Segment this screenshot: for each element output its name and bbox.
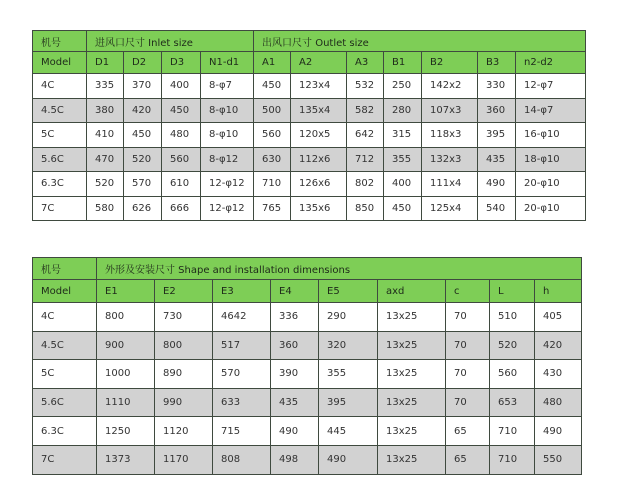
model-cell: 4C <box>33 74 87 99</box>
table-cell: 132x3 <box>422 147 478 172</box>
table-cell: 990 <box>155 388 213 417</box>
table-row <box>33 123 586 148</box>
model-cell: 4.5C <box>33 98 87 123</box>
table-cell: 802 <box>347 172 384 197</box>
table-cell: 490 <box>535 417 582 446</box>
model-cell: 4C <box>33 303 97 332</box>
table-cell: 580 <box>87 196 124 221</box>
model-cell: 5C <box>33 360 97 389</box>
table-cell: 410 <box>87 123 124 148</box>
table-cell: 550 <box>535 445 582 474</box>
table-row <box>33 417 582 446</box>
table-row <box>33 331 582 360</box>
table-cell: 582 <box>347 98 384 123</box>
table-cell: 120x5 <box>291 123 347 148</box>
table-cell: 450 <box>124 123 162 148</box>
table-cell: 1000 <box>97 360 155 389</box>
table-cell: 4642 <box>213 303 271 332</box>
table-cell: 70 <box>446 303 490 332</box>
table-cell: 710 <box>490 445 535 474</box>
table-cell: 490 <box>271 417 319 446</box>
table-cell: 540 <box>478 196 516 221</box>
model-cell: 5.6C <box>33 388 97 417</box>
table-cell: 123x4 <box>291 74 347 99</box>
table-cell: 126x6 <box>291 172 347 197</box>
table-cell: 445 <box>319 417 378 446</box>
table-cell: 70 <box>446 388 490 417</box>
table-cell: 430 <box>535 360 582 389</box>
model-cell: 7C <box>33 445 97 474</box>
table-cell: 360 <box>478 98 516 123</box>
table-cell: 560 <box>162 147 201 172</box>
shape-installation-table <box>32 257 582 475</box>
table-cell: 8-φ10 <box>201 98 254 123</box>
table-cell: 390 <box>271 360 319 389</box>
table-cell: 336 <box>271 303 319 332</box>
table-cell: 666 <box>162 196 201 221</box>
table-cell: 653 <box>490 388 535 417</box>
table-cell: 800 <box>155 331 213 360</box>
table-cell: 355 <box>319 360 378 389</box>
table-cell: 900 <box>97 331 155 360</box>
table-cell: 420 <box>535 331 582 360</box>
table-cell: 570 <box>213 360 271 389</box>
table-cell: 500 <box>254 98 291 123</box>
model-cell: 4.5C <box>33 331 97 360</box>
table-row <box>33 303 582 332</box>
table-row <box>33 74 586 99</box>
column-header: A1 <box>254 52 291 74</box>
table-cell: 360 <box>271 331 319 360</box>
table-cell: 8-φ10 <box>201 123 254 148</box>
column-header: D2 <box>124 52 162 74</box>
table-row <box>33 196 586 221</box>
table-cell: 850 <box>347 196 384 221</box>
table-cell: 107x3 <box>422 98 478 123</box>
table-cell: 610 <box>162 172 201 197</box>
table-cell: 70 <box>446 331 490 360</box>
table-cell: 435 <box>271 388 319 417</box>
column-header: B2 <box>422 52 478 74</box>
table-cell: 280 <box>384 98 422 123</box>
table-cell: 12-φ12 <box>201 196 254 221</box>
table-cell: 400 <box>162 74 201 99</box>
table-cell: 517 <box>213 331 271 360</box>
table-cell: 420 <box>124 98 162 123</box>
table-cell: 1110 <box>97 388 155 417</box>
column-header: E5 <box>319 280 378 303</box>
table-cell: 450 <box>162 98 201 123</box>
table-cell: 12-φ12 <box>201 172 254 197</box>
table-cell: 70 <box>446 360 490 389</box>
column-header: c <box>446 280 490 303</box>
table-cell: 13x25 <box>378 417 446 446</box>
table-cell: 498 <box>271 445 319 474</box>
table-cell: 642 <box>347 123 384 148</box>
table-cell: 20-φ10 <box>516 172 586 197</box>
table-cell: 18-φ10 <box>516 147 586 172</box>
table-cell: 16-φ10 <box>516 123 586 148</box>
column-header: E1 <box>97 280 155 303</box>
column-header-row <box>33 52 586 74</box>
table-cell: 13x25 <box>378 303 446 332</box>
table-cell: 510 <box>490 303 535 332</box>
table-cell: 330 <box>478 74 516 99</box>
model-cell: 5C <box>33 123 87 148</box>
table-cell: 1120 <box>155 417 213 446</box>
table-cell: 626 <box>124 196 162 221</box>
column-header: E3 <box>213 280 271 303</box>
table-cell: 630 <box>254 147 291 172</box>
outlet-size-header: 出风口尺寸 Outlet size <box>254 31 586 52</box>
column-header: B3 <box>478 52 516 74</box>
table-cell: 715 <box>213 417 271 446</box>
table-cell: 480 <box>535 388 582 417</box>
column-header: Model <box>33 280 97 303</box>
table-row <box>33 172 586 197</box>
table-cell: 1250 <box>97 417 155 446</box>
group-header-row <box>33 31 586 52</box>
table-cell: 12-φ7 <box>516 74 586 99</box>
column-header: D1 <box>87 52 124 74</box>
column-header: A3 <box>347 52 384 74</box>
table-cell: 65 <box>446 445 490 474</box>
table-cell: 1170 <box>155 445 213 474</box>
table-cell: 14-φ7 <box>516 98 586 123</box>
table-cell: 370 <box>124 74 162 99</box>
table-cell: 118x3 <box>422 123 478 148</box>
table-cell: 20-φ10 <box>516 196 586 221</box>
table-cell: 13x25 <box>378 331 446 360</box>
table-cell: 8-φ7 <box>201 74 254 99</box>
table-row <box>33 360 582 389</box>
column-header: E4 <box>271 280 319 303</box>
column-header: Model <box>33 52 87 74</box>
column-header-row <box>33 280 582 303</box>
table-cell: 560 <box>254 123 291 148</box>
table-cell: 710 <box>490 417 535 446</box>
table-cell: 470 <box>87 147 124 172</box>
model-group-header: 机号 <box>33 31 87 52</box>
table-cell: 395 <box>319 388 378 417</box>
table-cell: 1373 <box>97 445 155 474</box>
table-cell: 532 <box>347 74 384 99</box>
table-cell: 395 <box>478 123 516 148</box>
table-cell: 355 <box>384 147 422 172</box>
table-cell: 710 <box>254 172 291 197</box>
table-cell: 142x2 <box>422 74 478 99</box>
column-header: axd <box>378 280 446 303</box>
table-cell: 520 <box>124 147 162 172</box>
table-cell: 560 <box>490 360 535 389</box>
inlet-outlet-table <box>32 30 586 221</box>
table-cell: 8-φ12 <box>201 147 254 172</box>
shape-installation-header: 外形及安装尺寸 Shape and installation dimensions <box>97 258 582 280</box>
inlet-size-header: 进风口尺寸 Inlet size <box>87 31 254 52</box>
column-header: L <box>490 280 535 303</box>
table-cell: 112x6 <box>291 147 347 172</box>
table-cell: 290 <box>319 303 378 332</box>
model-cell: 7C <box>33 196 87 221</box>
table-cell: 435 <box>478 147 516 172</box>
table-row <box>33 147 586 172</box>
table-cell: 320 <box>319 331 378 360</box>
table-row <box>33 445 582 474</box>
column-header: n2-d2 <box>516 52 586 74</box>
table-cell: 13x25 <box>378 388 446 417</box>
table-cell: 315 <box>384 123 422 148</box>
table-row <box>33 98 586 123</box>
table-cell: 13x25 <box>378 445 446 474</box>
column-header: B1 <box>384 52 422 74</box>
table-cell: 570 <box>124 172 162 197</box>
table-cell: 520 <box>490 331 535 360</box>
table-cell: 490 <box>319 445 378 474</box>
model-group-header: 机号 <box>33 258 97 280</box>
table-cell: 450 <box>254 74 291 99</box>
table-row <box>33 388 582 417</box>
table-cell: 450 <box>384 196 422 221</box>
table-cell: 335 <box>87 74 124 99</box>
table-cell: 125x4 <box>422 196 478 221</box>
column-header: N1-d1 <box>201 52 254 74</box>
column-header: A2 <box>291 52 347 74</box>
column-header: h <box>535 280 582 303</box>
table-cell: 380 <box>87 98 124 123</box>
table-cell: 400 <box>384 172 422 197</box>
table-cell: 800 <box>97 303 155 332</box>
group-header-row <box>33 258 582 280</box>
table-cell: 890 <box>155 360 213 389</box>
table-cell: 405 <box>535 303 582 332</box>
model-cell: 6.3C <box>33 172 87 197</box>
model-cell: 5.6C <box>33 147 87 172</box>
table-cell: 65 <box>446 417 490 446</box>
table-cell: 712 <box>347 147 384 172</box>
table-cell: 480 <box>162 123 201 148</box>
table-cell: 135x4 <box>291 98 347 123</box>
table-cell: 520 <box>87 172 124 197</box>
table-cell: 135x6 <box>291 196 347 221</box>
column-header: D3 <box>162 52 201 74</box>
table-cell: 765 <box>254 196 291 221</box>
table-cell: 13x25 <box>378 360 446 389</box>
model-cell: 6.3C <box>33 417 97 446</box>
table-cell: 490 <box>478 172 516 197</box>
table-cell: 633 <box>213 388 271 417</box>
column-header: E2 <box>155 280 213 303</box>
table-cell: 250 <box>384 74 422 99</box>
table-cell: 730 <box>155 303 213 332</box>
table-cell: 111x4 <box>422 172 478 197</box>
table-cell: 808 <box>213 445 271 474</box>
